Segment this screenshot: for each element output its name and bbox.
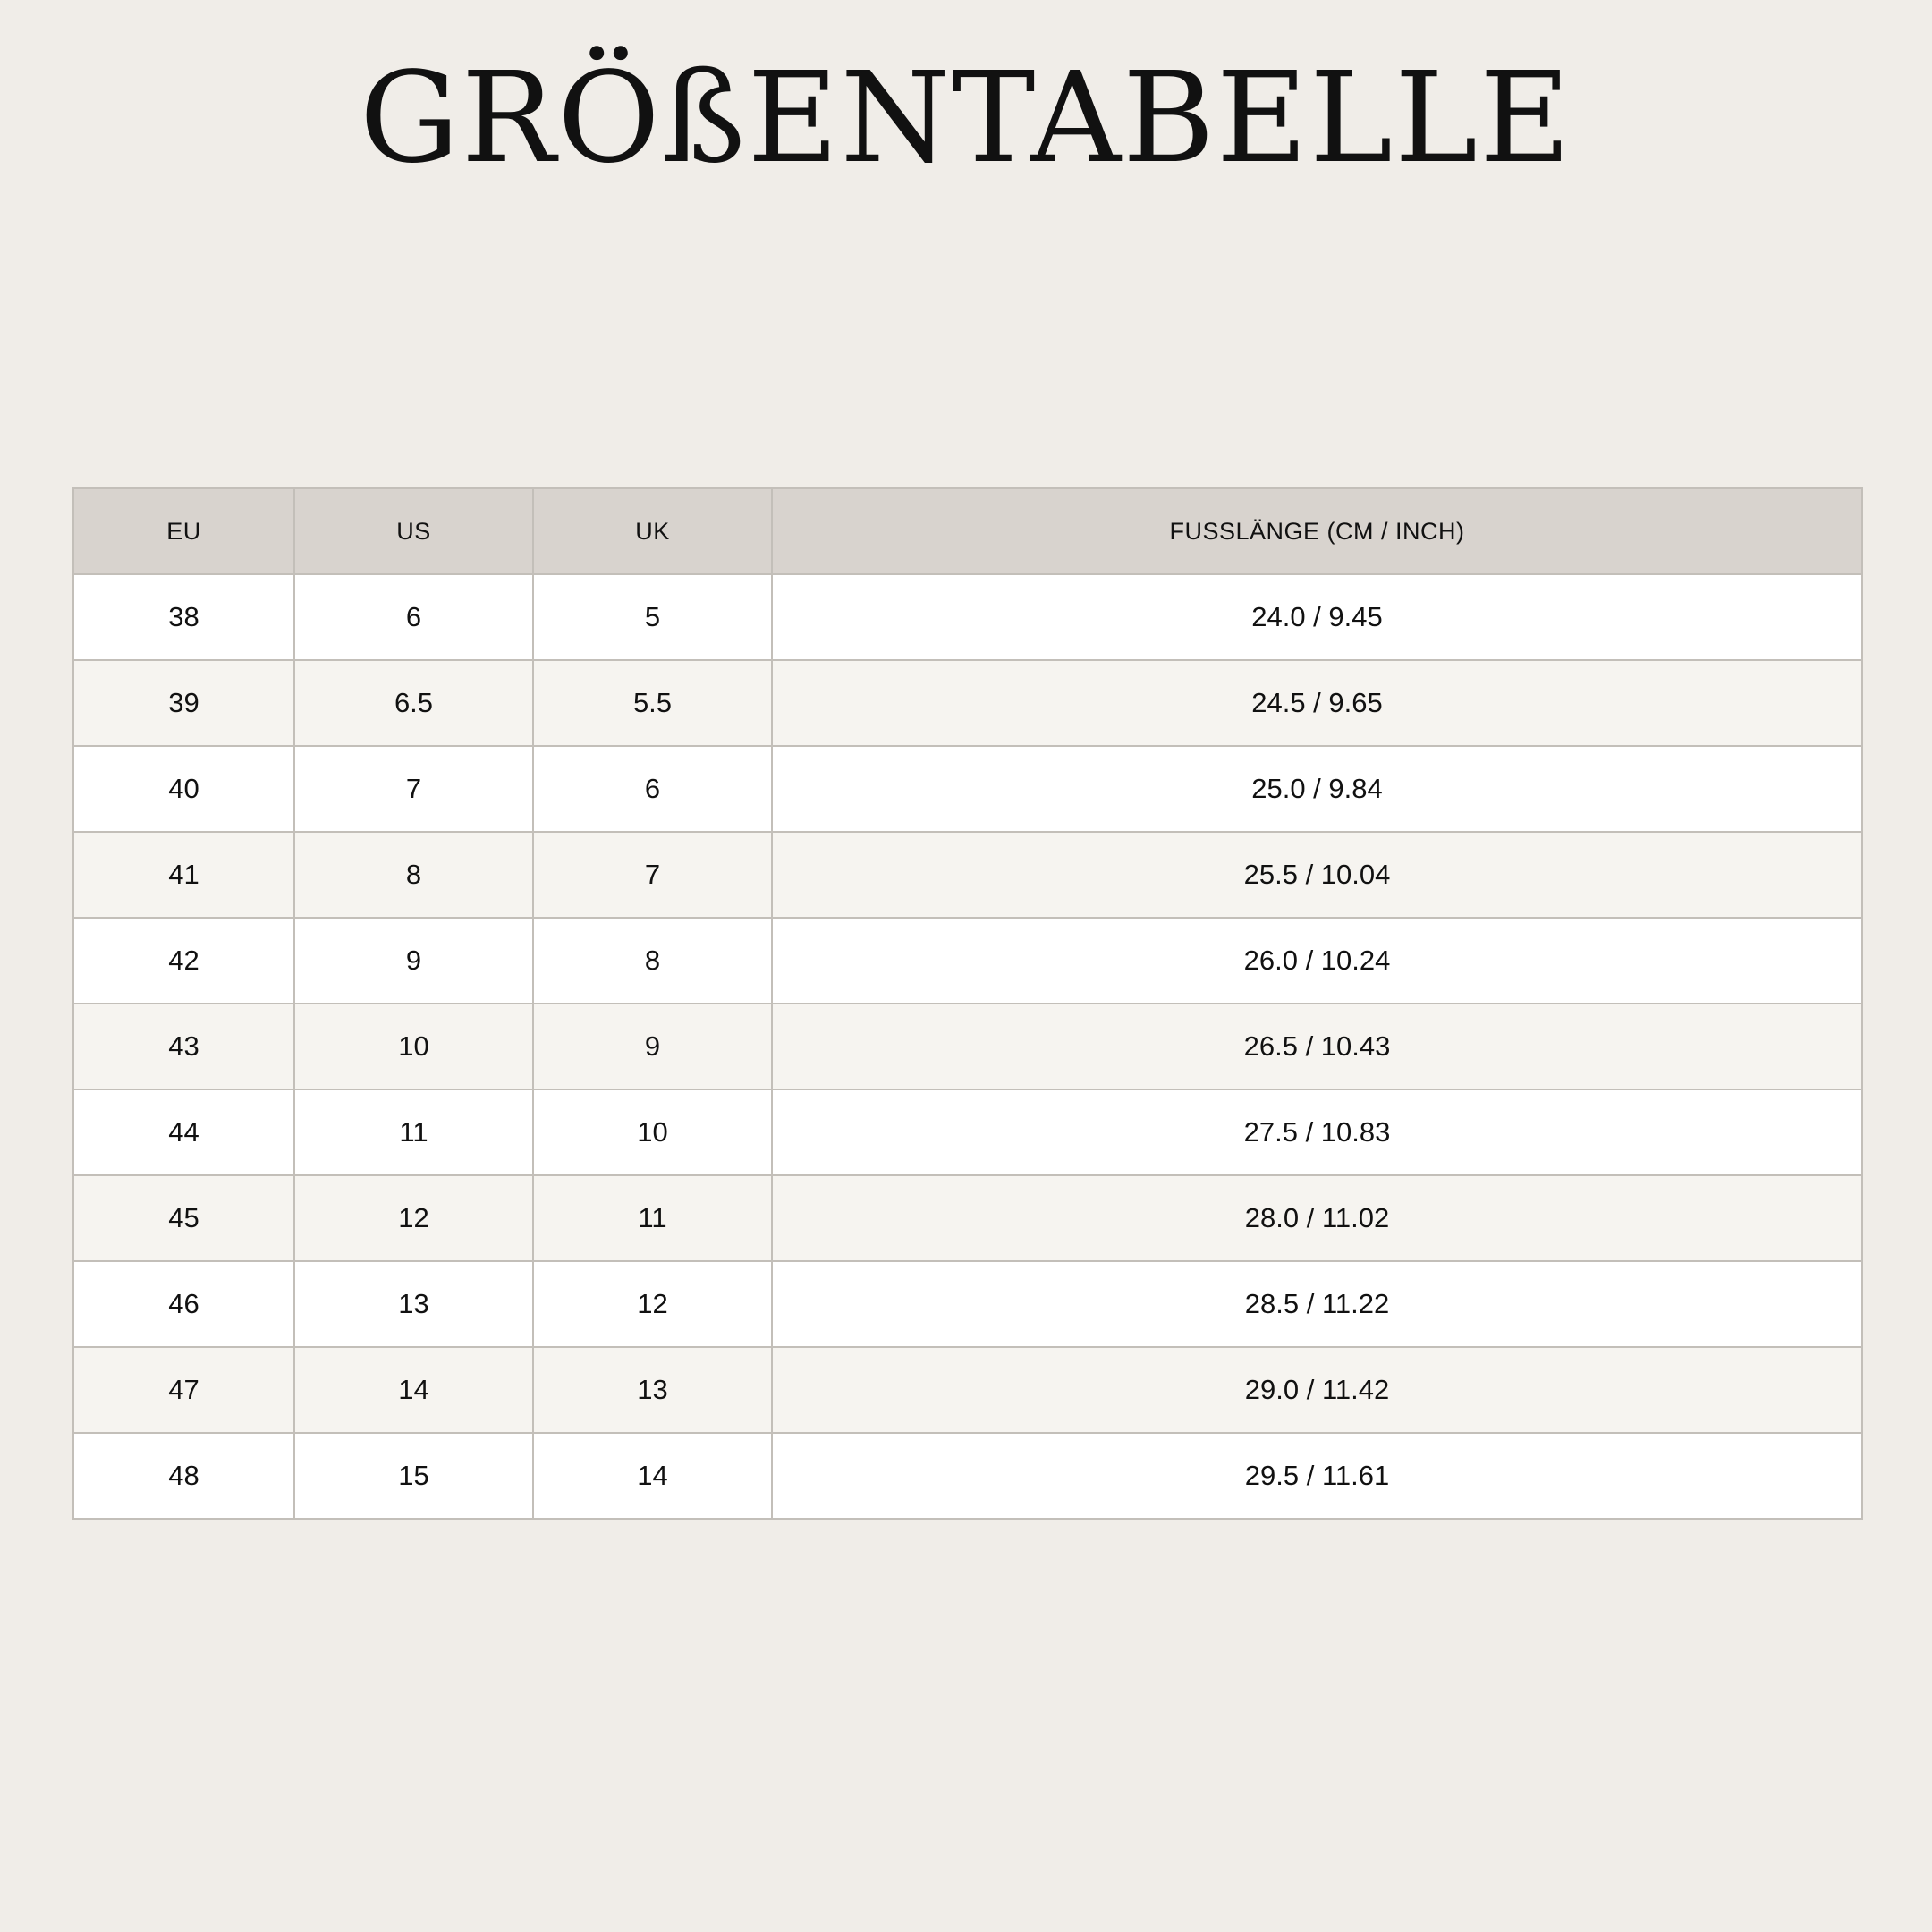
cell-uk: 5 (533, 574, 772, 660)
cell-eu: 41 (73, 832, 294, 918)
table-row (73, 1347, 1862, 1433)
cell-uk: 6 (533, 746, 772, 832)
cell-uk: 8 (533, 918, 772, 1004)
cell-uk: 10 (533, 1089, 772, 1175)
cell-us: 14 (294, 1347, 533, 1433)
table-row (73, 1175, 1862, 1261)
cell-eu: 48 (73, 1433, 294, 1519)
cell-uk: 7 (533, 832, 772, 918)
cell-foot-length: 25.5 / 10.04 (772, 832, 1862, 918)
cell-us: 15 (294, 1433, 533, 1519)
cell-foot-length: 24.5 / 9.65 (772, 660, 1862, 746)
cell-foot-length: 26.5 / 10.43 (772, 1004, 1862, 1089)
table-row (73, 1261, 1862, 1347)
cell-eu: 44 (73, 1089, 294, 1175)
cell-uk: 11 (533, 1175, 772, 1261)
table-row (73, 574, 1862, 660)
cell-eu: 47 (73, 1347, 294, 1433)
table-row (73, 1004, 1862, 1089)
cell-foot-length: 24.0 / 9.45 (772, 574, 1862, 660)
page-title: GRÖßENTABELLE (359, 46, 1573, 191)
header-foot-length: FUSSLÄNGE (CM / INCH) (772, 488, 1862, 574)
cell-uk: 9 (533, 1004, 772, 1089)
cell-foot-length: 29.5 / 11.61 (772, 1433, 1862, 1519)
table-row (73, 1433, 1862, 1519)
cell-eu: 45 (73, 1175, 294, 1261)
cell-us: 9 (294, 918, 533, 1004)
cell-eu: 42 (73, 918, 294, 1004)
cell-us: 10 (294, 1004, 533, 1089)
cell-foot-length: 29.0 / 11.42 (772, 1347, 1862, 1433)
table-row (73, 918, 1862, 1004)
cell-eu: 38 (73, 574, 294, 660)
cell-foot-length: 25.0 / 9.84 (772, 746, 1862, 832)
cell-uk: 12 (533, 1261, 772, 1347)
cell-foot-length: 26.0 / 10.24 (772, 918, 1862, 1004)
cell-foot-length: 28.5 / 11.22 (772, 1261, 1862, 1347)
cell-foot-length: 28.0 / 11.02 (772, 1175, 1862, 1261)
cell-eu: 46 (73, 1261, 294, 1347)
table-row (73, 832, 1862, 918)
cell-eu: 39 (73, 660, 294, 746)
cell-us: 11 (294, 1089, 533, 1175)
header-eu: EU (73, 488, 294, 574)
table-row (73, 660, 1862, 746)
cell-foot-length: 27.5 / 10.83 (772, 1089, 1862, 1175)
cell-us: 7 (294, 746, 533, 832)
cell-us: 13 (294, 1261, 533, 1347)
cell-eu: 40 (73, 746, 294, 832)
table-row (73, 1089, 1862, 1175)
cell-us: 12 (294, 1175, 533, 1261)
header-us: US (294, 488, 533, 574)
cell-us: 6.5 (294, 660, 533, 746)
cell-uk: 13 (533, 1347, 772, 1433)
size-table (72, 487, 1863, 1520)
cell-uk: 14 (533, 1433, 772, 1519)
cell-uk: 5.5 (533, 660, 772, 746)
cell-eu: 43 (73, 1004, 294, 1089)
cell-us: 8 (294, 832, 533, 918)
header-uk: UK (533, 488, 772, 574)
table-row (73, 746, 1862, 832)
table-header-row (73, 488, 1862, 574)
cell-us: 6 (294, 574, 533, 660)
